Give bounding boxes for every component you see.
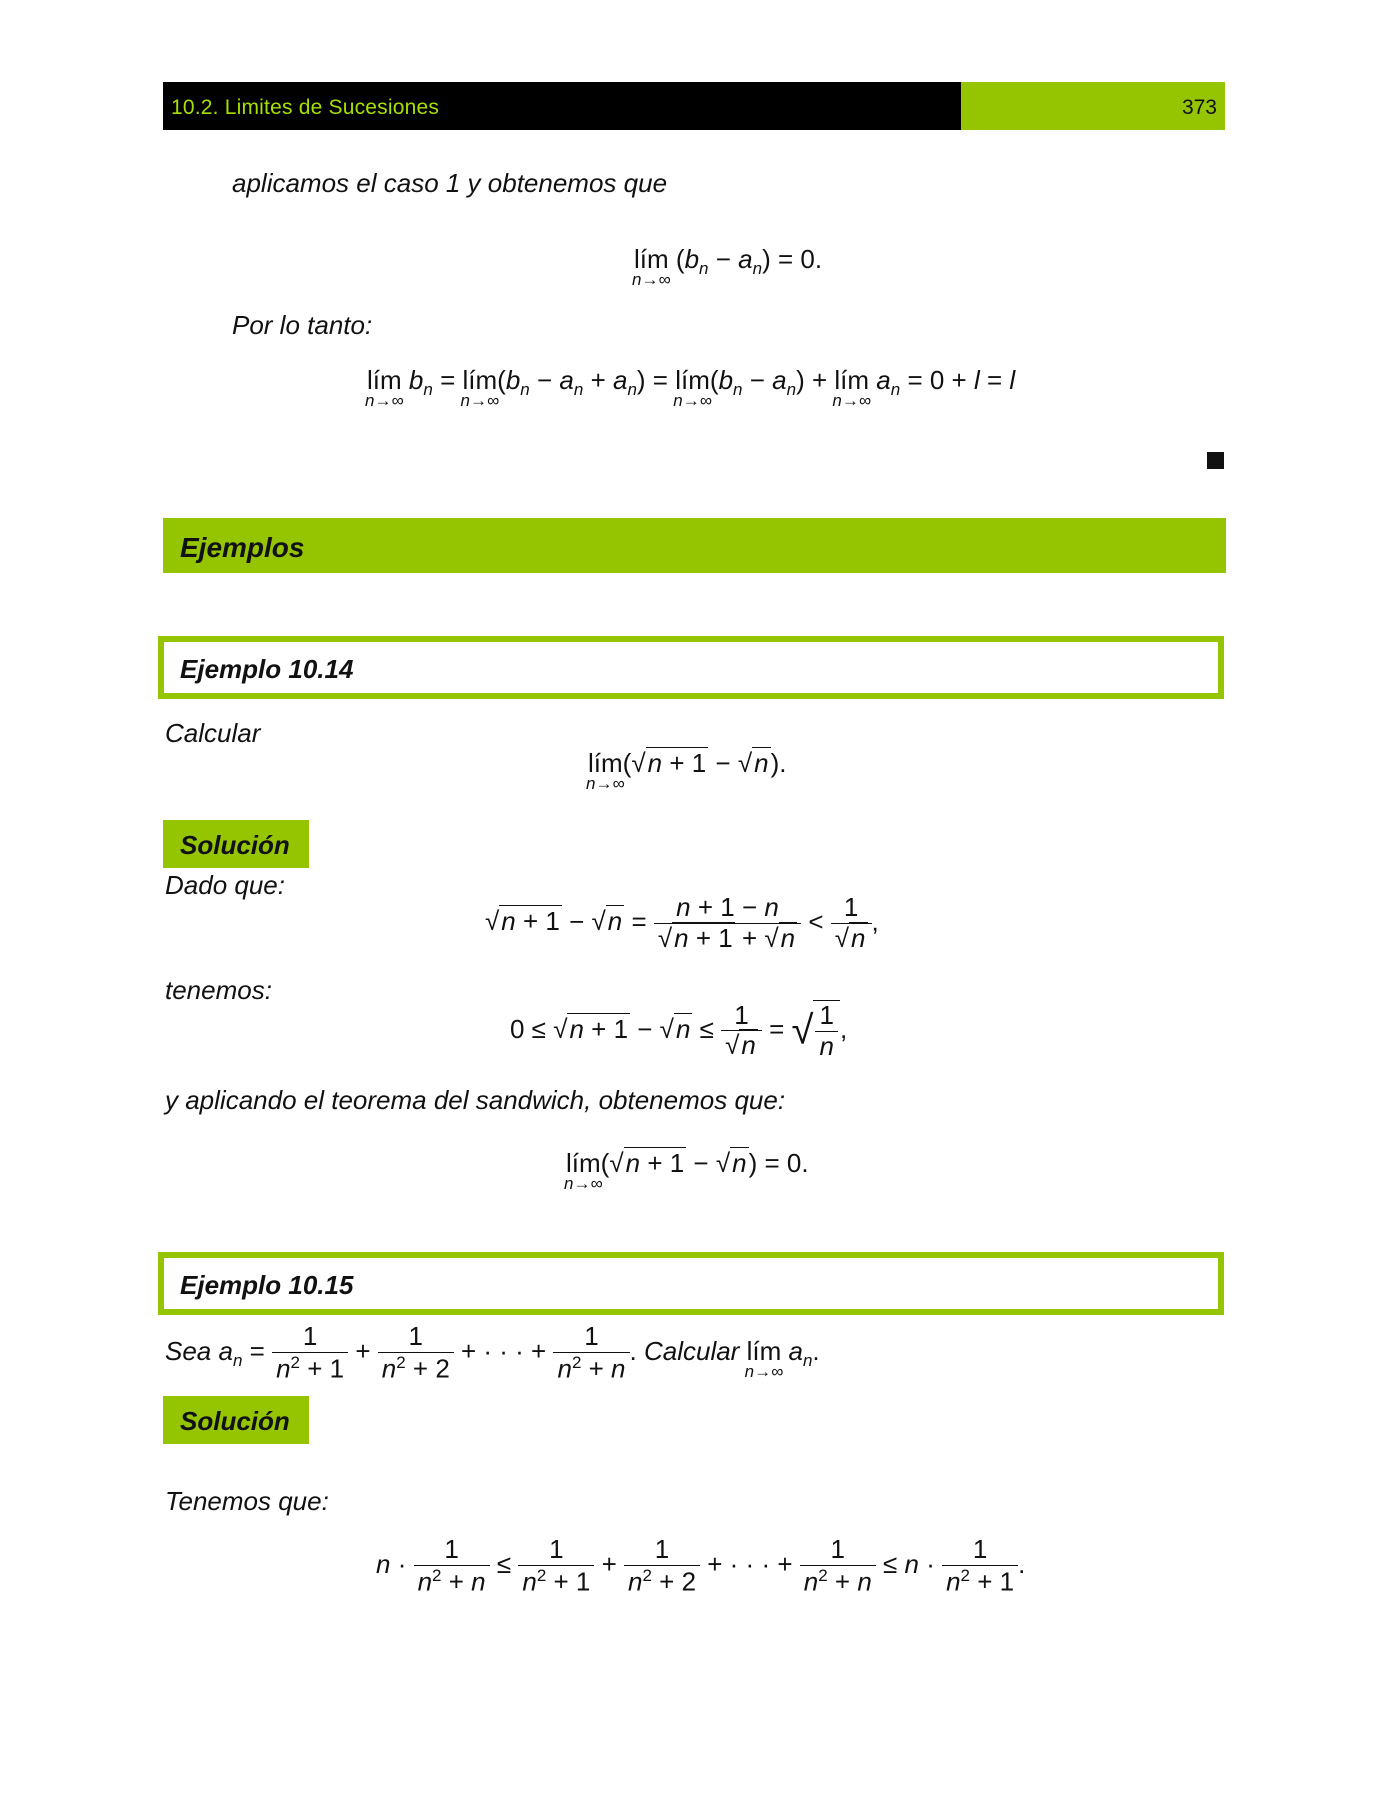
solution-label-2: Solución bbox=[180, 1406, 290, 1436]
equation-sandwich-bounds: n · $\frac{1}{n^2 + n}$ ≤ $\frac{1}{n^2 + 1}$ + $\frac{1}{n^2 + 2}$ + · · · + $\frac{1}{n^2 + n}$ ≤ n · $\frac{1}{n^2 + 1}$ . bbox=[376, 1534, 1026, 1597]
ejemplos-title: Ejemplos bbox=[180, 532, 305, 563]
paragraph-tenemos-que: Tenemos que: bbox=[165, 1486, 329, 1516]
equation-limit-difference: lím n→∞ $(b_n - a_n) = 0$. bbox=[632, 244, 823, 289]
equation-definition-an: Sea $a_n$ = $\frac{1}{n^2 + 1}$ + $\frac{1}{n^2 + 2}$ + · · · + $\frac{1}{n^2 + n}$ . Calcular lím n→∞ $a_n$. bbox=[165, 1321, 820, 1384]
example-title-10-14: Ejemplo 10.14 bbox=[180, 654, 354, 684]
equation-rationalize: √n + 1 − √n = $\frac{n + 1 - n}{√n + 1 + √n}$ < $\frac{1}{√n}$ , bbox=[485, 892, 879, 953]
page-number: 373 bbox=[1181, 96, 1217, 119]
equation-limit-sqrt: lím n→∞ (√n + 1 − √n). bbox=[586, 748, 787, 793]
ejemplos-banner bbox=[163, 518, 1226, 573]
paragraph-sandwich: y aplicando el teorema del sandwich, obtenemos que: bbox=[165, 1085, 786, 1115]
paragraph-tenemos: tenemos: bbox=[165, 975, 272, 1005]
equation-limit-sum: lím n→∞ $b_n$ = lím n→∞ $(b_n - a_n + a_n)$ = lím n→∞ $(b_n - a_n)$ + lím n→∞ $a_n = 0 + l = l$ bbox=[365, 365, 1016, 410]
header-title: 10.2. Limites de Sucesiones bbox=[171, 96, 440, 119]
paragraph-aplicamos: aplicamos el caso 1 y obtenemos que bbox=[232, 168, 668, 198]
paragraph-dado-que: Dado que: bbox=[165, 870, 285, 900]
equation-bounds: 0 ≤ √n + 1 − √n ≤ $\frac{1}{√n}$ = √ $\frac{1}{n}$ , bbox=[510, 999, 848, 1061]
paragraph-por-lo-tanto: Por lo tanto: bbox=[232, 310, 373, 340]
solution-label-1: Solución bbox=[180, 830, 290, 860]
qed-square-icon bbox=[1207, 452, 1224, 469]
paragraph-calcular: Calcular bbox=[165, 718, 261, 748]
equation-limit-result: lím n→∞ (√n + 1 − √n) = 0. bbox=[564, 1148, 809, 1193]
example-title-10-15: Ejemplo 10.15 bbox=[180, 1270, 354, 1300]
